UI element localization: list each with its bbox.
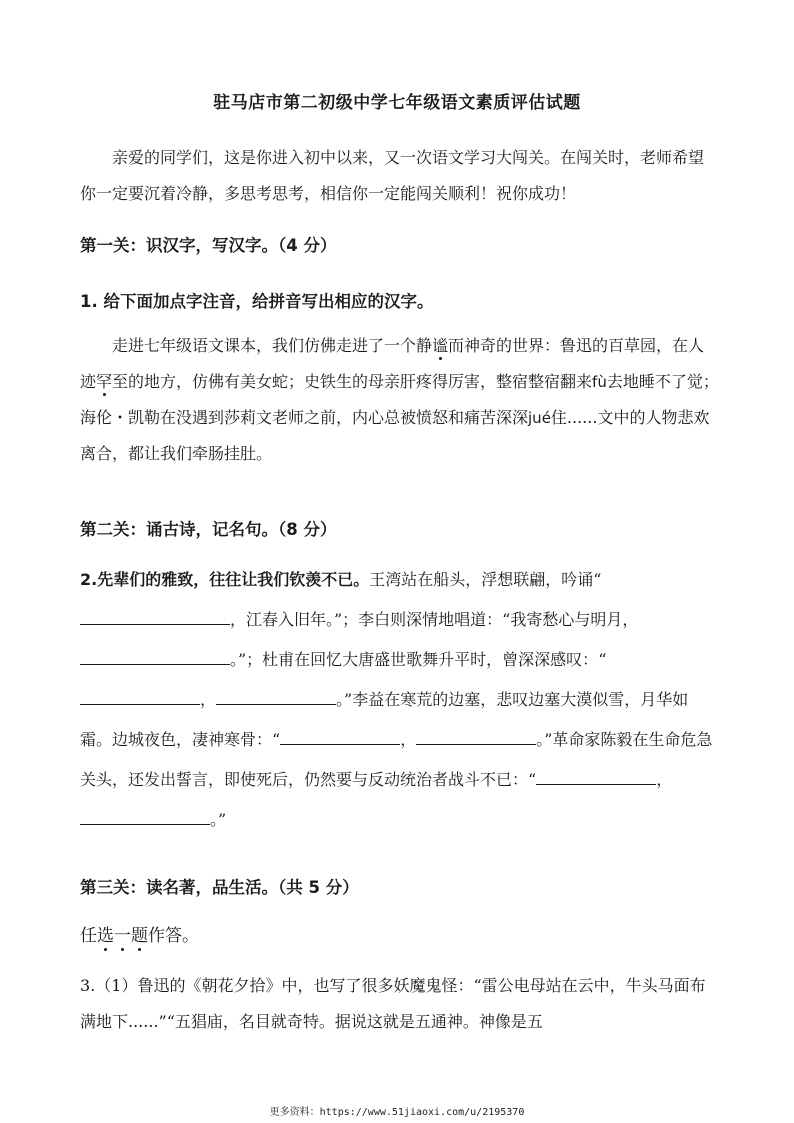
section-1-heading: 第一关：识汉字，写汉字。（4 分） xyxy=(80,236,337,255)
dotted-char-ti: 题 xyxy=(131,926,148,946)
question-3-line-1: 3.（1）鲁迅的《朝花夕拾》中，也写了很多妖魔鬼怪：“雷公电母站在云中， xyxy=(80,976,626,995)
question-1-heading: 1. 给下面加点字注音，给拼音写出相应的汉字。 xyxy=(80,292,434,311)
page-title: 驻马店市第二初级中学七年级语文素质评估试题 xyxy=(213,93,581,113)
question-2-text xyxy=(80,560,720,840)
footer-link[interactable]: 更多资料：https://www.51jiaoxi.com/u/2195370 xyxy=(269,1107,525,1118)
intro-paragraph xyxy=(80,140,720,212)
quote-mark: “ xyxy=(598,650,607,669)
answer-blank-8[interactable] xyxy=(80,806,210,825)
dotted-char-mi: 谧 xyxy=(432,336,449,355)
answer-blank-4[interactable] xyxy=(216,686,336,705)
question-2-text-part: 。”革命家陈毅在生命危急关头，还发出誓言，即使死后，仍然要与反动统治者战斗不已： xyxy=(80,730,713,789)
question-3-text xyxy=(80,968,720,1040)
passage-text: 住......文中的人物悲欢离合，都让我们牵肠挂肚。 xyxy=(80,408,710,463)
passage-text: 而神奇的世界：鲁迅的百草园，在人迹 xyxy=(80,336,705,391)
question-3-line-2: 牛头马面布满地下......”“五猖庙，名目就奇特。据说这就是五通神。神像是五 xyxy=(80,976,706,1031)
comma: ， xyxy=(656,770,673,789)
intro-line-1: 亲爱的同学们，这是你进入初中以来，又一次语文学习大闯关。在闯关时， xyxy=(112,148,641,167)
answer-blank-5[interactable] xyxy=(280,726,400,745)
question-2-text-part: ，江春入旧年。”；李白则深情地唱道：“我寄愁心与明月， xyxy=(230,610,639,629)
comma: ， xyxy=(400,730,417,749)
section-2-heading: 第二关：诵古诗，记名句。（8 分） xyxy=(80,520,337,539)
question-1-passage xyxy=(80,328,720,472)
comma: ， xyxy=(200,690,217,709)
passage-text: 去地睡不了觉；海伦・凯勒在没遇到莎莉文老师之前，内心总被愤怒和痛苦深深 xyxy=(80,372,719,427)
question-2-text-part: 。”；杜甫在回忆大唐盛世歌舞升平时，曾深深感叹： xyxy=(230,650,599,669)
quote-mark: 。” xyxy=(210,810,227,829)
passage-text: 走进七年级语文课本，我们仿佛走进了一个静 xyxy=(112,336,433,355)
answer-blank-2[interactable] xyxy=(80,646,230,665)
pinyin-fu: fù xyxy=(592,373,607,391)
instruction-rest: 作答。 xyxy=(148,926,199,946)
quote-mark: “ xyxy=(528,770,537,789)
choose-one-instruction xyxy=(80,918,720,954)
intro-line-2: 老师希望你一定要沉着冷静，多思考思考，相信你一定能闯关顺利！祝你成功！ xyxy=(80,148,705,203)
passage-text: 至的地方，仿佛有美女蛇；史铁生的母亲肝疼得厉害，整宿整宿翻来 xyxy=(112,372,593,391)
question-2-text-part: 。”李益在寒荒的边塞，悲叹边塞大漠似雪，月华如霜。边城夜色，凄神寒骨：“ xyxy=(80,690,689,749)
dotted-char-xuan: 选 xyxy=(97,926,114,946)
question-2-text-part: 王湾站在船头，浮想联翩，吟诵 xyxy=(369,570,594,589)
dotted-char-han: 罕 xyxy=(96,372,113,391)
answer-blank-7[interactable] xyxy=(536,766,656,785)
pinyin-jue: jué xyxy=(528,409,551,427)
instruction-char: 任 xyxy=(80,926,97,946)
answer-blank-3[interactable] xyxy=(80,686,200,705)
answer-blank-6[interactable] xyxy=(416,726,536,745)
quote-mark: “ xyxy=(593,570,602,589)
section-3-heading: 第三关：读名著，品生活。（共 5 分） xyxy=(80,878,359,897)
answer-blank-1[interactable] xyxy=(80,606,230,625)
dotted-char-yi: 一 xyxy=(114,926,131,946)
question-2-lead: 2.先辈们的雅致，往往让我们钦羡不已。 xyxy=(80,570,370,589)
